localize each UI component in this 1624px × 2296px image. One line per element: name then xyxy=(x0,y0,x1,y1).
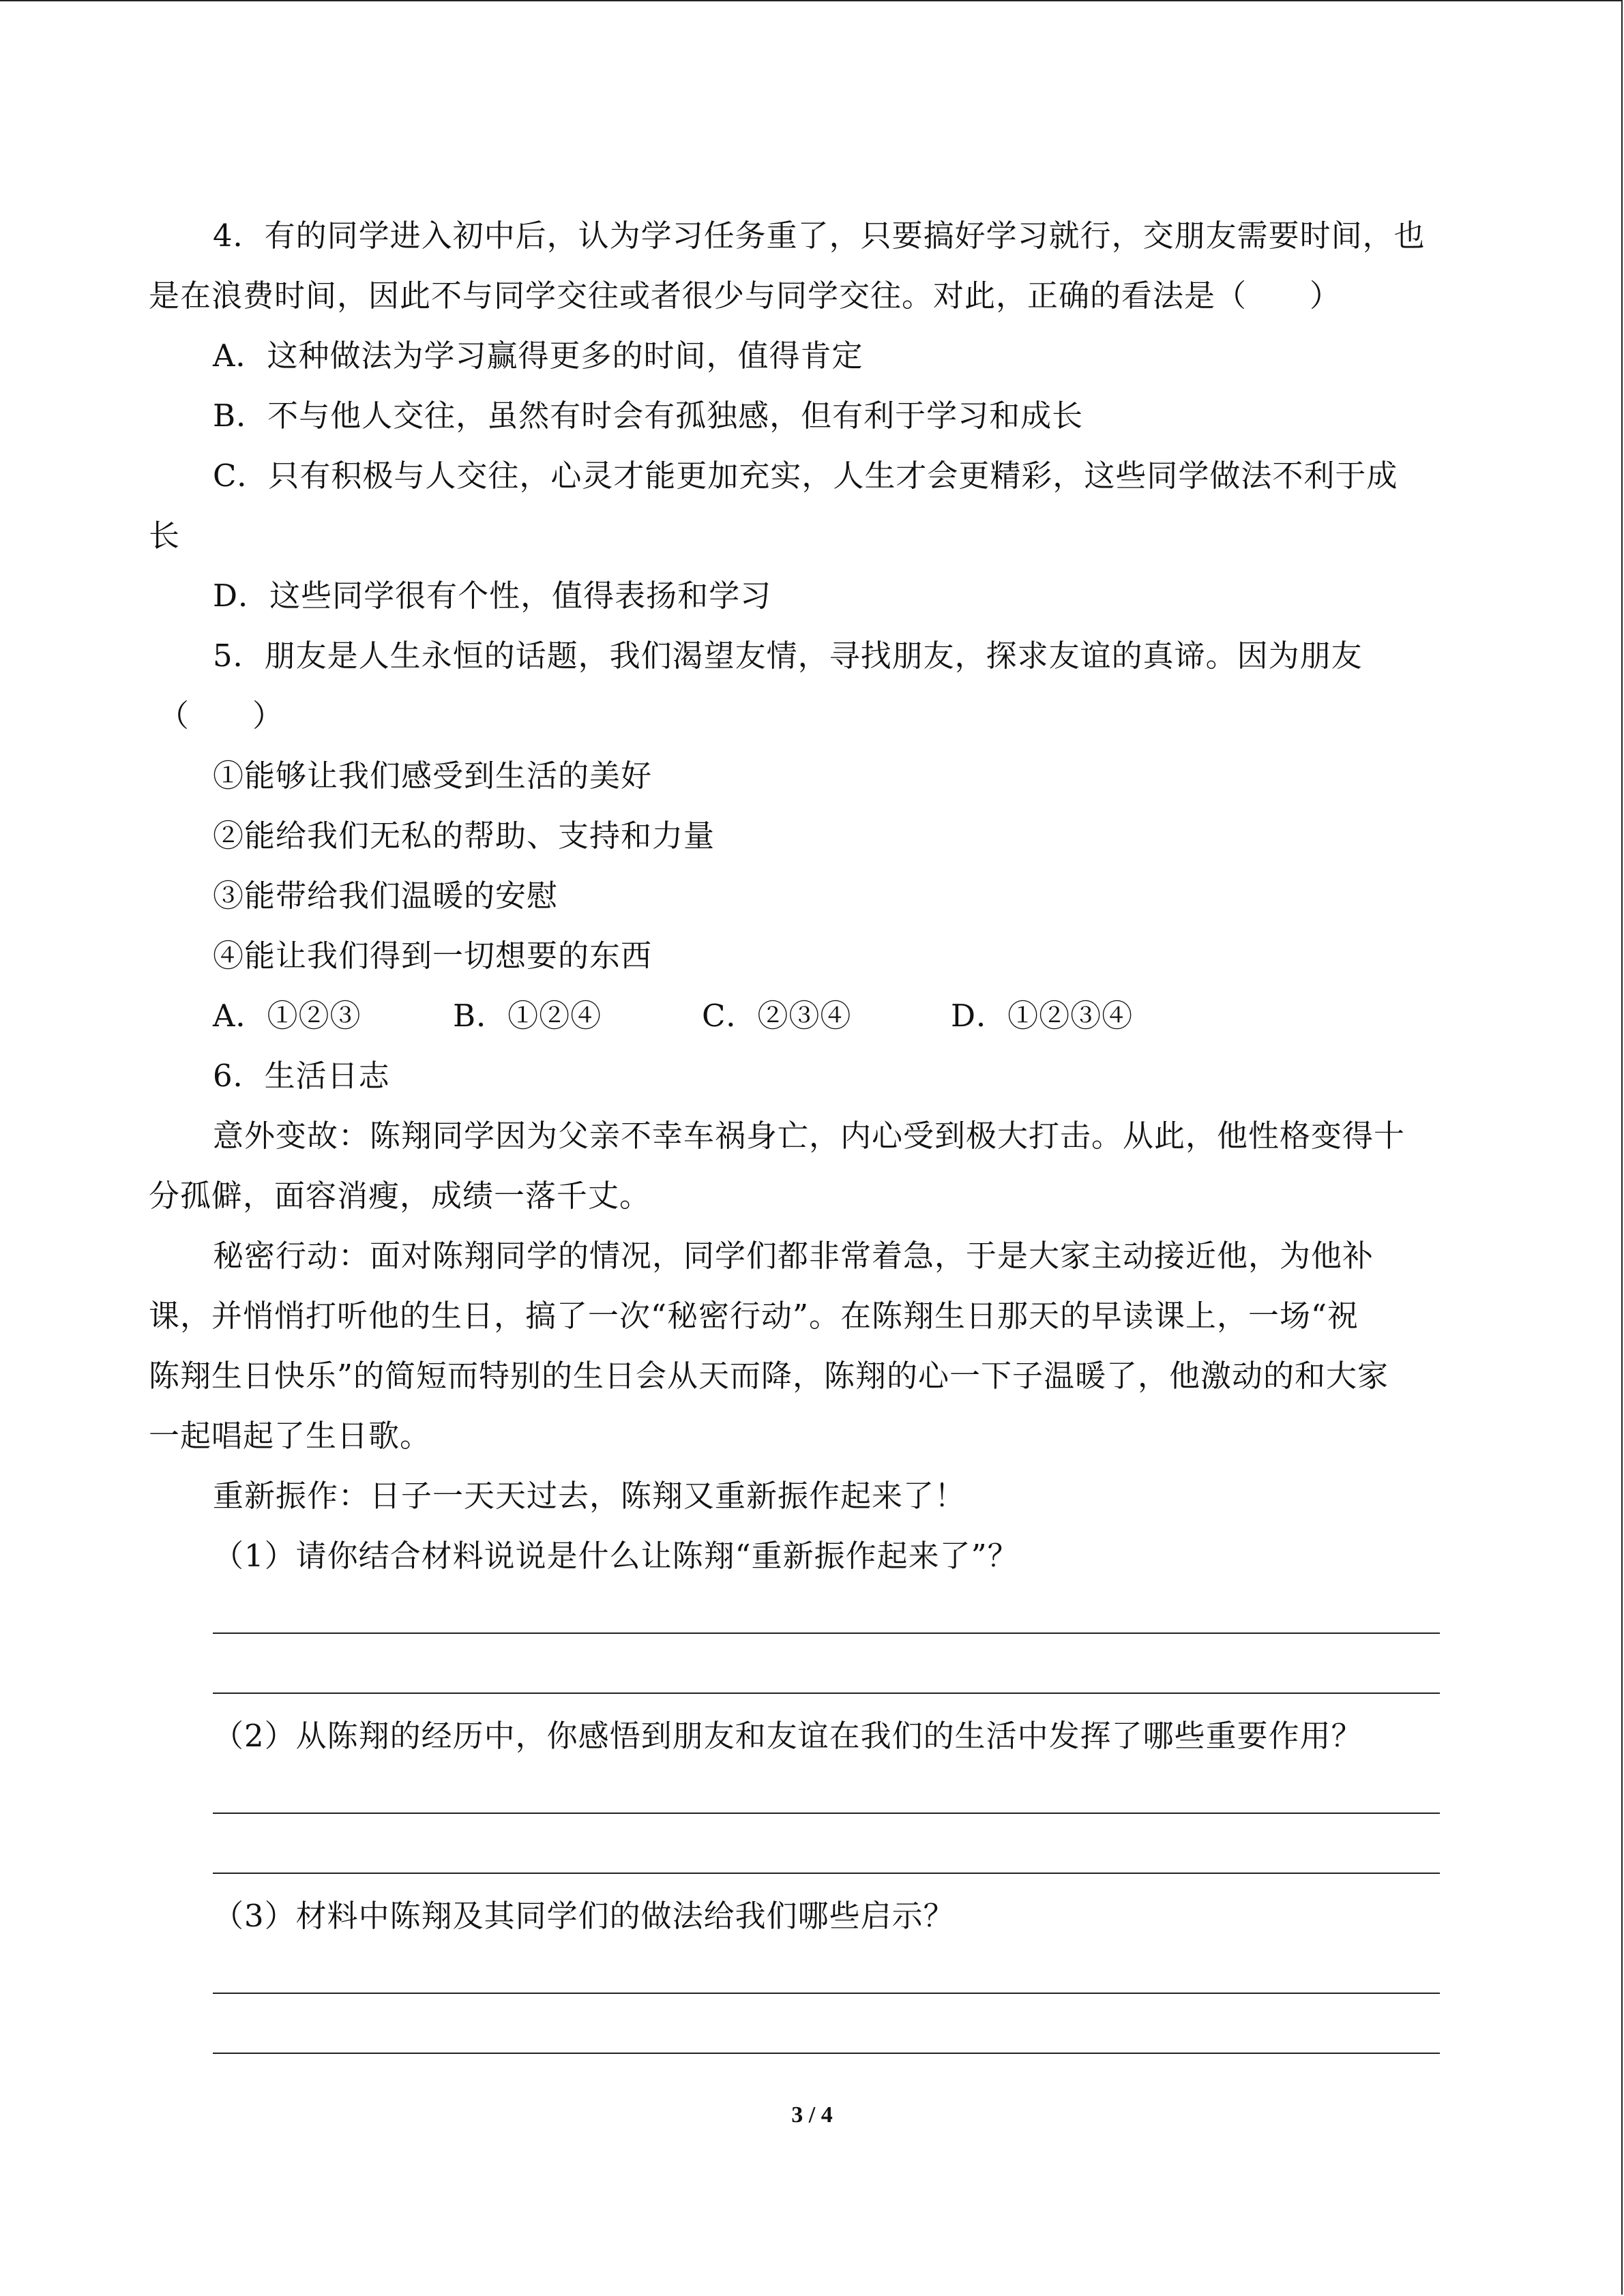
q6-para2-line2: 课，并悄悄打听他的生日，搞了一次“秘密行动”。在陈翔生日那天的早读课上，一场“祝 xyxy=(149,1298,1359,1334)
q6-sub2-answer-line-2[interactable] xyxy=(213,1873,1440,1874)
q6-para2-line3: 陈翔生日快乐”的简短而特别的生日会从天而降，陈翔的心一下子温暖了，他激动的和大家 xyxy=(149,1358,1389,1394)
q6-title: 6．生活日志 xyxy=(213,1058,390,1094)
q6-sub-question-3: （3）材料中陈翔及其同学们的做法给我们哪些启示？ xyxy=(213,1898,955,1934)
q6-sub2-answer-line-1[interactable] xyxy=(213,1813,1440,1814)
q4-stem-line2: 是在浪费时间，因此不与同学交往或者很少与同学交往。对此，正确的看法是（ ） xyxy=(149,278,1342,314)
q5-option-d: D．①②③④ xyxy=(951,998,1134,1034)
q5-option-a: A．①②③ xyxy=(213,998,361,1034)
q4-option-c-line1: C．只有积极与人交往，心灵才能更加充实，人生才会更精彩，这些同学做法不利于成 xyxy=(213,458,1398,494)
q6-para1-line2: 分孤僻，面容消瘦，成绩一落千丈。 xyxy=(149,1178,651,1214)
q6-para3: 重新振作：日子一天天过去，陈翔又重新振作起来了！ xyxy=(213,1478,966,1514)
q6-sub3-answer-line-1[interactable] xyxy=(213,1993,1440,1994)
q4-option-c-line2: 长 xyxy=(149,518,181,554)
q6-sub-question-2: （2）从陈翔的经历中，你感悟到朋友和友谊在我们的生活中发挥了哪些重要作用？ xyxy=(213,1718,1363,1754)
q6-sub1-answer-line-2[interactable] xyxy=(213,1693,1440,1694)
q5-item-4: ④能让我们得到一切想要的东西 xyxy=(213,938,653,974)
q4-option-a: A．这种做法为学习赢得更多的时间，值得肯定 xyxy=(213,338,863,374)
q6-sub1-answer-line-1[interactable] xyxy=(213,1632,1440,1634)
q6-sub-question-1: （1）请你结合材料说说是什么让陈翔“重新振作起来了”？ xyxy=(213,1538,1019,1574)
q6-para1-line1: 意外变故：陈翔同学因为父亲不幸车祸身亡，内心受到极大打击。从此，他性格变得十 xyxy=(213,1118,1406,1154)
q5-item-3: ③能带给我们温暖的安慰 xyxy=(213,878,559,914)
q5-item-2: ②能给我们无私的帮助、支持和力量 xyxy=(213,818,715,854)
page-number: 3 / 4 xyxy=(791,2102,833,2128)
q6-para2-line1: 秘密行动：面对陈翔同学的情况，同学们都非常着急，于是大家主动接近他，为他补 xyxy=(213,1238,1374,1274)
q5-stem-line1: 5．朋友是人生永恒的话题，我们渴望友情，寻找朋友，探求友谊的真谛。因为朋友 xyxy=(213,638,1363,674)
q4-option-d: D．这些同学很有个性，值得表扬和学习 xyxy=(213,578,772,614)
q6-sub3-answer-line-2[interactable] xyxy=(213,2053,1440,2054)
q6-para2-line4: 一起唱起了生日歌。 xyxy=(149,1418,432,1454)
q5-item-1: ①能够让我们感受到生活的美好 xyxy=(213,758,653,794)
q5-option-c: C．②③④ xyxy=(702,998,852,1034)
q5-stem-line2: （ ） xyxy=(158,698,284,734)
q4-option-b: B．不与他人交往，虽然有时会有孤独感，但有利于学习和成长 xyxy=(213,398,1084,434)
q5-options-row xyxy=(213,996,1133,1037)
q4-stem-line1: 4．有的同学进入初中后，认为学习任务重了，只要搞好学习就行，交朋友需要时间，也 xyxy=(213,218,1426,254)
q5-option-b: B．①②④ xyxy=(453,998,602,1034)
